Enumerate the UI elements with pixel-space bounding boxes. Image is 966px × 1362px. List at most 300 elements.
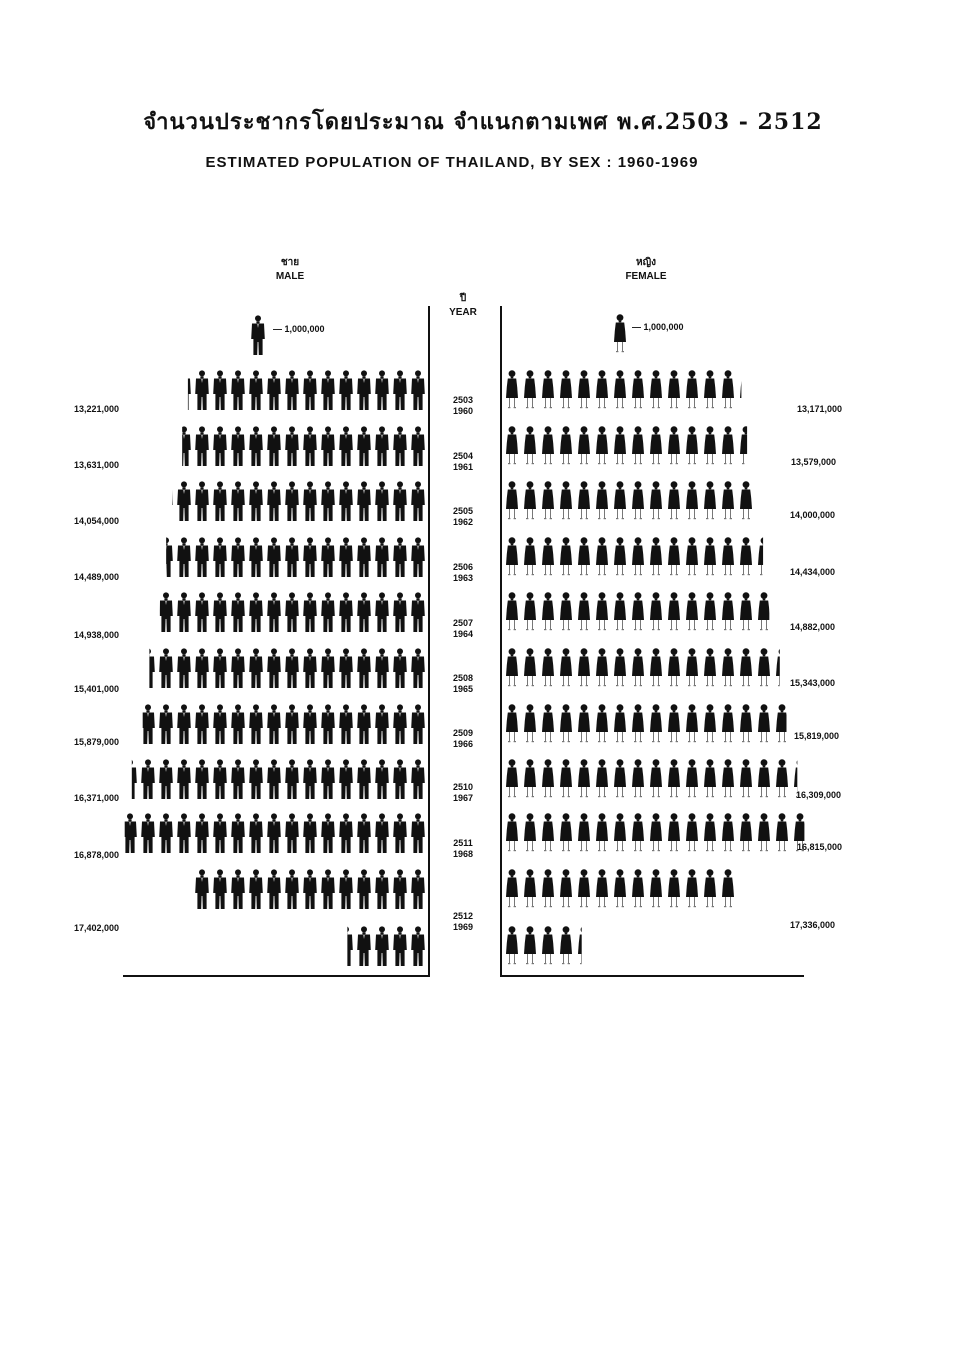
female-figure-1964-10: [686, 592, 698, 630]
year-label-ce: 1969: [452, 922, 474, 932]
male-figure-1965-8: [267, 648, 281, 688]
female-value-label: 16,815,000: [797, 842, 843, 852]
male-figure-1966-5: [321, 704, 335, 744]
male-figure-1963-0: [411, 537, 425, 577]
female-figure-1967-3: [560, 759, 572, 797]
female-figure-1969-3: [560, 869, 572, 907]
male-value-label: 16,878,000: [74, 850, 120, 860]
year-label-be: 2507: [452, 618, 474, 628]
male-figure-1966-1: [393, 704, 407, 744]
female-figure-1960-0: [506, 370, 518, 408]
male-figure-1968-9: [249, 813, 263, 853]
year-label-ce: 1965: [452, 684, 474, 694]
female-figure-1967-4: [578, 759, 590, 797]
male-figure-1969-11: [213, 869, 227, 909]
female-figure-1967-10: [686, 759, 698, 797]
female-figure-1965-part: [776, 648, 788, 686]
male-figure-1963-part: [159, 537, 173, 577]
female-value-label: 14,434,000: [790, 567, 836, 577]
legend-female-icon: [614, 314, 626, 352]
male-figure-1968-10: [231, 813, 245, 853]
female-figure-1963-2: [542, 537, 554, 575]
female-figure-1964-0: [506, 592, 518, 630]
female-figure-1969-0: [506, 869, 518, 907]
female-figure-1961-1: [524, 426, 536, 464]
female-figure-1967-11: [704, 759, 716, 797]
male-figure-1966-10: [231, 704, 245, 744]
male-figure-1961-4: [339, 426, 353, 466]
female-figure-1962-5: [596, 481, 608, 519]
male-value-label: 14,489,000: [74, 572, 120, 582]
male-figure-1963-13: [177, 537, 191, 577]
female-figure-1968-2: [542, 813, 554, 851]
male-figure-1965-13: [177, 648, 191, 688]
male-figure-1964-0: [411, 592, 425, 632]
year-label: [446, 782, 480, 804]
male-figure-1967-3: [357, 759, 371, 799]
female-figure-1962-11: [704, 481, 716, 519]
male-figure-1969-4: [339, 869, 353, 909]
male-figure-1967-12: [195, 759, 209, 799]
male-figure-1962-2: [375, 481, 389, 521]
male-figure-1965-9: [249, 648, 263, 688]
female-figure-1961-3: [560, 426, 572, 464]
male-figure-1968-0: [411, 813, 425, 853]
female-figure-1966-3: [560, 704, 572, 742]
female-figure-1967-0: [506, 759, 518, 797]
female-figure-1961-2: [542, 426, 554, 464]
female-figure-1968-15: [776, 813, 788, 851]
female-figure-1963-4: [578, 537, 590, 575]
male-figure-1964-2: [375, 592, 389, 632]
male-figure-1964-8: [267, 592, 281, 632]
female-figure-1960-7: [632, 370, 644, 408]
male-figure-1965-10: [231, 648, 245, 688]
male-figure-1962-3: [357, 481, 371, 521]
male-figure-1962-part: [159, 481, 173, 521]
male-figure-1968-15: [141, 813, 155, 853]
female-figure-1965-7: [632, 648, 644, 686]
male-figure-1961-5: [321, 426, 335, 466]
female-figure-1961-5: [596, 426, 608, 464]
male-figure-1967-7: [285, 759, 299, 799]
female-figure-1961-12: [722, 426, 734, 464]
male-figure-1961-12: [195, 426, 209, 466]
male-figure-1965-2: [375, 648, 389, 688]
female-figure-1964-4: [578, 592, 590, 630]
male-figure-1966-6: [303, 704, 317, 744]
male-figure-1967-1: [393, 759, 407, 799]
male-value-label: 13,221,000: [74, 404, 120, 414]
male-figure-1961-11: [213, 426, 227, 466]
male-figure-1969-bpart: [339, 926, 353, 966]
female-figure-1969-b3: [560, 926, 572, 964]
female-figure-1969-bpart: [578, 926, 590, 964]
female-figure-1966-4: [578, 704, 590, 742]
male-figure-1966-4: [339, 704, 353, 744]
male-figure-1962-9: [249, 481, 263, 521]
male-figure-1966-0: [411, 704, 425, 744]
male-figure-1968-7: [285, 813, 299, 853]
female-value-label: 15,819,000: [794, 731, 840, 741]
male-figure-1967-6: [303, 759, 317, 799]
female-figure-1960-9: [668, 370, 680, 408]
female-figure-1962-6: [614, 481, 626, 519]
year-header-thai: ปี: [459, 293, 467, 304]
female-figure-1967-6: [614, 759, 626, 797]
female-figure-1967-14: [758, 759, 770, 797]
female-figure-1964-1: [524, 592, 536, 630]
male-figure-1964-12: [195, 592, 209, 632]
female-figure-1962-13: [740, 481, 752, 519]
female-figure-1968-13: [740, 813, 752, 851]
male-value-label: 14,054,000: [74, 516, 120, 526]
year-header-english: YEAR: [449, 307, 477, 318]
female-value-label: 17,336,000: [790, 920, 836, 930]
male-figure-1969-5: [321, 869, 335, 909]
male-figure-1964-1: [393, 592, 407, 632]
year-label-be: 2512: [452, 911, 474, 921]
male-figure-1968-12: [195, 813, 209, 853]
female-figure-1964-11: [704, 592, 716, 630]
female-figure-1968-9: [668, 813, 680, 851]
year-label-be: 2505: [452, 506, 474, 516]
male-figure-1963-12: [195, 537, 209, 577]
male-figure-1961-0: [411, 426, 425, 466]
female-figure-1966-9: [668, 704, 680, 742]
male-figure-1969-12: [195, 869, 209, 909]
male-figure-1963-7: [285, 537, 299, 577]
female-figure-1968-0: [506, 813, 518, 851]
male-figure-1961-2: [375, 426, 389, 466]
male-figure-1962-13: [177, 481, 191, 521]
male-figure-1966-2: [375, 704, 389, 744]
year-label-ce: 1963: [452, 573, 474, 583]
male-figure-1962-1: [393, 481, 407, 521]
female-figure-1962-3: [560, 481, 572, 519]
female-figure-1961-4: [578, 426, 590, 464]
male-figure-1960-part: [177, 370, 191, 410]
male-figure-1962-7: [285, 481, 299, 521]
female-figure-1963-12: [722, 537, 734, 575]
legend-male-icon: [251, 315, 265, 355]
male-figure-1961-7: [285, 426, 299, 466]
female-value-label: 15,343,000: [790, 678, 836, 688]
female-figure-1960-2: [542, 370, 554, 408]
year-label-ce: 1964: [452, 629, 474, 639]
male-figure-1967-9: [249, 759, 263, 799]
female-figure-1966-0: [506, 704, 518, 742]
year-label: [446, 562, 480, 584]
male-figure-1969-b1: [393, 926, 407, 966]
male-figure-1967-2: [375, 759, 389, 799]
female-figure-1966-7: [632, 704, 644, 742]
male-figure-1960-12: [195, 370, 209, 410]
male-figure-1969-b0: [411, 926, 425, 966]
male-figure-1968-8: [267, 813, 281, 853]
female-header-thai: หญิง: [636, 257, 656, 268]
male-figure-1966-9: [249, 704, 263, 744]
male-figure-1968-11: [213, 813, 227, 853]
male-figure-1968-3: [357, 813, 371, 853]
female-figure-1969-2: [542, 869, 554, 907]
female-figure-1967-15: [776, 759, 788, 797]
female-figure-1964-6: [614, 592, 626, 630]
female-figure-1965-2: [542, 648, 554, 686]
female-figure-1963-7: [632, 537, 644, 575]
year-label: [446, 728, 480, 750]
male-figure-1969-1: [393, 869, 407, 909]
female-figure-1960-1: [524, 370, 536, 408]
male-figure-1960-2: [375, 370, 389, 410]
male-figure-1960-11: [213, 370, 227, 410]
male-figure-1964-9: [249, 592, 263, 632]
female-figure-1969-9: [668, 869, 680, 907]
female-figure-1963-9: [668, 537, 680, 575]
male-figure-1962-6: [303, 481, 317, 521]
female-figure-1964-part: [758, 592, 770, 630]
year-label-ce: 1968: [452, 849, 474, 859]
male-figure-1961-3: [357, 426, 371, 466]
female-figure-1960-part: [740, 370, 752, 408]
female-figure-1963-1: [524, 537, 536, 575]
male-figure-1967-15: [141, 759, 155, 799]
male-figure-1968-13: [177, 813, 191, 853]
female-figure-1960-10: [686, 370, 698, 408]
female-figure-1969-6: [614, 869, 626, 907]
female-figure-1965-1: [524, 648, 536, 686]
female-figure-1966-part: [776, 704, 788, 742]
female-figure-1963-0: [506, 537, 518, 575]
male-figure-1960-1: [393, 370, 407, 410]
male-figure-1966-11: [213, 704, 227, 744]
female-figure-1966-11: [704, 704, 716, 742]
female-value-label: 16,309,000: [796, 790, 842, 800]
male-figure-1963-9: [249, 537, 263, 577]
male-figure-1963-11: [213, 537, 227, 577]
male-figure-1965-6: [303, 648, 317, 688]
female-figure-1962-12: [722, 481, 734, 519]
female-figure-1960-12: [722, 370, 734, 408]
male-figure-1966-part: [141, 704, 155, 744]
male-figure-1964-4: [339, 592, 353, 632]
year-label-ce: 1967: [452, 793, 474, 803]
male-figure-1961-part: [177, 426, 191, 466]
female-figure-1960-3: [560, 370, 572, 408]
female-figure-1968-11: [704, 813, 716, 851]
female-figure-1969-4: [578, 869, 590, 907]
female-figure-1964-3: [560, 592, 572, 630]
female-figure-1961-8: [650, 426, 662, 464]
female-figure-1961-6: [614, 426, 626, 464]
year-label-be: 2504: [452, 451, 474, 461]
female-figure-1961-part: [740, 426, 752, 464]
year-label-be: 2511: [453, 838, 473, 848]
male-figure-1961-10: [231, 426, 245, 466]
male-figure-1963-6: [303, 537, 317, 577]
male-figure-1963-5: [321, 537, 335, 577]
female-figure-1966-10: [686, 704, 698, 742]
male-figure-1967-14: [159, 759, 173, 799]
year-label-ce: 1966: [452, 739, 474, 749]
male-figure-1960-3: [357, 370, 371, 410]
female-figure-1968-12: [722, 813, 734, 851]
female-figure-1965-6: [614, 648, 626, 686]
male-figure-1969-9: [249, 869, 263, 909]
male-value-label: 17,402,000: [74, 923, 120, 933]
legend-male-label: — 1,000,000: [273, 324, 325, 334]
female-figure-1964-12: [722, 592, 734, 630]
female-figure-1963-3: [560, 537, 572, 575]
female-figure-1960-11: [704, 370, 716, 408]
male-figure-1964-10: [231, 592, 245, 632]
male-figure-1964-5: [321, 592, 335, 632]
male-figure-1961-9: [249, 426, 263, 466]
male-figure-1963-10: [231, 537, 245, 577]
male-value-label: 13,631,000: [74, 460, 120, 470]
female-figure-1962-7: [632, 481, 644, 519]
female-value-label: 13,579,000: [791, 457, 837, 467]
male-figure-1965-4: [339, 648, 353, 688]
female-figure-1960-5: [596, 370, 608, 408]
male-figure-1963-3: [357, 537, 371, 577]
male-figure-1969-b2: [375, 926, 389, 966]
male-figure-1964-13: [177, 592, 191, 632]
male-figure-1965-12: [195, 648, 209, 688]
male-figure-1965-11: [213, 648, 227, 688]
female-header-english: FEMALE: [625, 271, 667, 282]
male-figure-1964-part: [159, 592, 173, 632]
female-figure-1960-4: [578, 370, 590, 408]
male-figure-1965-part: [141, 648, 155, 688]
female-figure-1968-3: [560, 813, 572, 851]
male-figure-1968-6: [303, 813, 317, 853]
male-figure-1968-part: [123, 813, 137, 853]
male-figure-1967-0: [411, 759, 425, 799]
year-label: [446, 451, 480, 473]
female-figure-1968-14: [758, 813, 770, 851]
female-figure-1966-2: [542, 704, 554, 742]
female-figure-1963-10: [686, 537, 698, 575]
male-figure-1968-14: [159, 813, 173, 853]
female-figure-1963-13: [740, 537, 752, 575]
male-figure-1969-b3: [357, 926, 371, 966]
female-figure-1965-10: [686, 648, 698, 686]
male-figure-1961-8: [267, 426, 281, 466]
male-figure-1968-1: [393, 813, 407, 853]
male-figure-1967-part: [123, 759, 137, 799]
female-figure-1961-7: [632, 426, 644, 464]
female-figure-1967-12: [722, 759, 734, 797]
year-label-be: 2503: [452, 395, 474, 405]
male-figure-1961-6: [303, 426, 317, 466]
year-label-be: 2506: [452, 562, 474, 572]
male-value-label: 15,879,000: [74, 737, 120, 747]
female-figure-1965-12: [722, 648, 734, 686]
chart-title-thai: จำนวนประชากรโดยประมาณ จำแนกตามเพศ พ.ศ.2503 - 2512: [143, 109, 823, 135]
male-figure-1969-7: [285, 869, 299, 909]
female-figure-1962-2: [542, 481, 554, 519]
male-header-thai: ชาย: [280, 257, 300, 268]
female-figure-1967-2: [542, 759, 554, 797]
female-figure-1968-8: [650, 813, 662, 851]
male-figure-1967-8: [267, 759, 281, 799]
male-figure-1964-11: [213, 592, 227, 632]
female-figure-1965-9: [668, 648, 680, 686]
female-figure-1962-9: [668, 481, 680, 519]
female-value-label: 13,171,000: [797, 404, 843, 414]
female-figure-1967-9: [668, 759, 680, 797]
male-figure-1965-0: [411, 648, 425, 688]
year-label: [446, 673, 480, 695]
female-figure-1965-5: [596, 648, 608, 686]
female-figure-1961-10: [686, 426, 698, 464]
male-figure-1968-5: [321, 813, 335, 853]
female-value-label: 14,000,000: [790, 510, 836, 520]
male-figure-1960-0: [411, 370, 425, 410]
male-figure-1969-3: [357, 869, 371, 909]
year-label-be: 2510: [452, 782, 474, 792]
male-figure-1961-1: [393, 426, 407, 466]
female-figure-1967-8: [650, 759, 662, 797]
female-figure-1962-10: [686, 481, 698, 519]
legend-female-label: — 1,000,000: [632, 322, 684, 332]
male-figure-1964-7: [285, 592, 299, 632]
female-figure-1967-13: [740, 759, 752, 797]
male-value-label: 15,401,000: [74, 684, 120, 694]
male-figure-1967-4: [339, 759, 353, 799]
female-figure-1965-13: [740, 648, 752, 686]
female-value-label: 14,882,000: [790, 622, 836, 632]
male-figure-1967-10: [231, 759, 245, 799]
female-figure-1967-1: [524, 759, 536, 797]
male-figure-1967-11: [213, 759, 227, 799]
male-figure-1968-4: [339, 813, 353, 853]
female-figure-1968-6: [614, 813, 626, 851]
male-figure-1965-3: [357, 648, 371, 688]
male-figure-1969-10: [231, 869, 245, 909]
female-figure-1969-11: [704, 869, 716, 907]
male-figure-1963-1: [393, 537, 407, 577]
female-figure-1964-2: [542, 592, 554, 630]
year-label-ce: 1962: [452, 517, 474, 527]
male-figure-1960-4: [339, 370, 353, 410]
female-figure-1962-1: [524, 481, 536, 519]
female-figure-1962-4: [578, 481, 590, 519]
female-figure-1966-13: [740, 704, 752, 742]
female-figure-1968-10: [686, 813, 698, 851]
female-figure-1969-8: [650, 869, 662, 907]
male-figure-1964-3: [357, 592, 371, 632]
female-figure-1963-8: [650, 537, 662, 575]
female-figure-1968-4: [578, 813, 590, 851]
female-figure-1961-9: [668, 426, 680, 464]
female-figure-1966-12: [722, 704, 734, 742]
male-figure-1960-9: [249, 370, 263, 410]
female-figure-1966-1: [524, 704, 536, 742]
male-figure-1966-14: [159, 704, 173, 744]
year-label: [446, 395, 480, 417]
male-figure-1964-6: [303, 592, 317, 632]
male-figure-1969-8: [267, 869, 281, 909]
female-figure-1963-5: [596, 537, 608, 575]
male-figure-1966-13: [177, 704, 191, 744]
male-figure-1962-12: [195, 481, 209, 521]
female-figure-1968-1: [524, 813, 536, 851]
female-figure-1969-10: [686, 869, 698, 907]
female-figure-1966-14: [758, 704, 770, 742]
male-figure-1966-8: [267, 704, 281, 744]
